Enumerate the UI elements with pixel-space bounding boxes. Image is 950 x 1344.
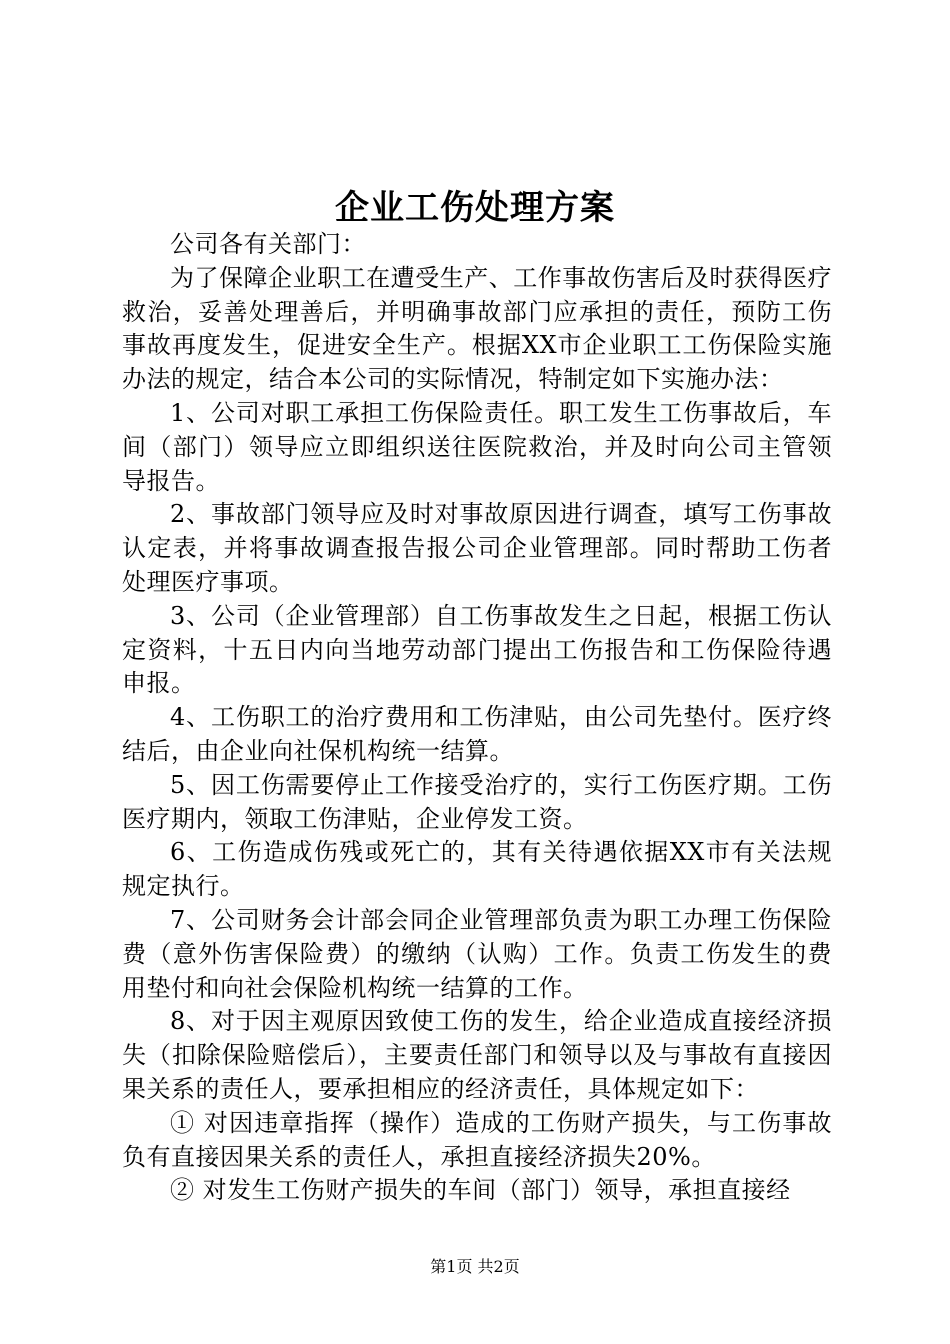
clause-5: 5、因工伤需要停止工作接受治疗的，实行工伤医疗期。工伤医疗期内，领取工伤津贴，企业停发工资。 (122, 770, 832, 833)
sub-clause-1: ① 对因违章指挥（操作）造成的工伤财产损失，与工伤事故负有直接因果关系的责任人，承担直接经济损失20%。 (122, 1108, 832, 1171)
document-body (122, 228, 832, 1208)
intro-paragraph: 为了保障企业职工在遭受生产、工作事故伤害后及时获得医疗救治，妥善处理善后，并明确事故部门应承担的责任，预防工伤事故再度发生，促进安全生产。根据XX市企业职工工伤保险实施办法的规定，结合本公司的实际情况，特制定如下实施办法： (122, 263, 832, 394)
salutation: 公司各有关部门： (170, 230, 366, 258)
clause-8: 8、对于因主观原因致使工伤的发生，给企业造成直接经济损失（扣除保险赔偿后），主要责任部门和领导以及与事故有直接因果关系的责任人，要承担相应的经济责任，具体规定如下： (122, 1007, 832, 1103)
clause-4: 4、工伤职工的治疗费用和工伤津贴，由公司先垫付。医疗终结后，由企业向社保机构统一结算。 (122, 703, 832, 765)
page-footer: 第1页 共2页 (430, 1257, 520, 1276)
clause-1: 1、公司对职工承担工伤保险责任。职工发生工伤事故后，车间（部门）领导应立即组织送往医院救治，并及时向公司主管领导报告。 (122, 398, 832, 495)
clause-2: 2、事故部门领导应及时对事故原因进行调查，填写工伤事故认定表，并将事故调查报告报公司企业管理部。同时帮助工伤者处理医疗事项。 (122, 500, 832, 596)
sub-clause-2: ② 对发生工伤财产损失的车间（部门）领导，承担直接经 (170, 1176, 791, 1205)
clause-3: 3、公司（企业管理部）自工伤事故发生之日起，根据工伤认定资料，十五日内向当地劳动部门提出工伤报告和工伤保险待遇申报。 (122, 601, 832, 698)
clause-7: 7、公司财务会计部会同企业管理部负责为职工办理工伤保险费（意外伤害保险费）的缴纳（认购）工作。负责工伤发生的费用垫付和向社会保险机构统一结算的工作。 (122, 905, 832, 1002)
clause-6: 6、工伤造成伤残或死亡的，其有关待遇依据XX市有关法规规定执行。 (122, 838, 832, 901)
document-title: 企业工伤处理方案 (335, 188, 615, 228)
